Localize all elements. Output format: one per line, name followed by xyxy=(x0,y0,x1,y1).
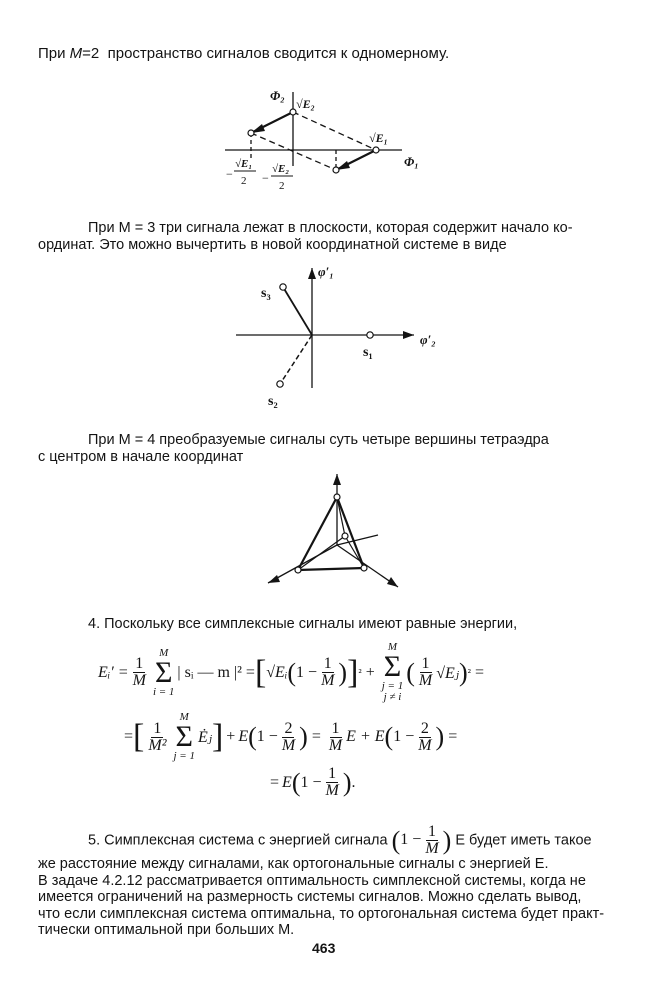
eq-sum-j: M Σ j = 1 j ≠ i xyxy=(381,641,404,703)
intro-text: пространство сигналов сводится к одномерному. xyxy=(107,45,450,62)
eq-frac-2-M-b: $\frac{2}{M}$ xyxy=(418,719,432,754)
eq-lhs: Eᵢ′ = xyxy=(98,663,129,681)
fig3-arrow-left xyxy=(268,575,280,583)
p5-frac-1-M: $\frac{1}{M}$ xyxy=(425,823,439,857)
fig1-label-sqrtE1: √E₁ xyxy=(369,131,388,145)
p5-tail: E будет иметь такое xyxy=(455,832,592,849)
paragraph-5-lead: 5. Симплексная система с энергией сигнала ( 1 − $\frac{1}{M}$ ) E будет иметь такое xyxy=(88,823,592,857)
paragraph-m3-line1: При M = 3 три сигнала лежат в плоскости, которая содержит начало ко- xyxy=(88,220,573,236)
equation-line-1: Eᵢ′ = $\frac{1}{M}$ M Σ i = 1 | sᵢ — m |² = [ √Eᵢ ( 1 − $\frac{1}{M}$ ) ] ² + M Σ j = 1 j ≠ i ( $\frac{1}{M}$ √Eⱼ ) ² = xyxy=(98,641,485,703)
p5-line4: что если симплексная система оптимальна, то ортогональная система будет практ- xyxy=(38,905,605,922)
paragraph-5-body xyxy=(38,856,610,939)
eq-sq-2: ² xyxy=(467,666,471,679)
eq-frac-1-M-e: $\frac{1}{M}$ xyxy=(325,765,339,799)
fig1-negE2-den: 2 xyxy=(279,180,285,192)
fig2-label-s1: s₁ xyxy=(363,345,373,360)
intro-var: M xyxy=(69,45,83,62)
fig1-axis-x-label: Φ₁ xyxy=(404,154,419,169)
fig1-negE1-den: 2 xyxy=(241,175,247,187)
fig3-ray-left xyxy=(268,545,337,583)
fig3-ray-right xyxy=(337,545,398,587)
eq-frac-1-M-c: $\frac{1}{M}$ xyxy=(418,655,433,689)
eq-E-plus-E: E + E xyxy=(346,728,385,745)
paragraph-m4-line1: При M = 4 преобразуемые сигналы суть четыре вершины тетраэдра xyxy=(88,432,549,448)
fig1-minus-1: − xyxy=(226,167,233,181)
eq-frac-1-M-d: $\frac{1}{M}$ xyxy=(328,719,343,754)
fig3-vertex-top xyxy=(334,494,340,500)
fig3-edge-bottom xyxy=(298,568,364,570)
equation-line-3: = E ( 1 − $\frac{1}{M}$ ) . xyxy=(270,765,356,799)
eq-abs: | sᵢ — m |² = xyxy=(177,663,255,681)
fig1-negE2-num: √E₂ xyxy=(272,163,290,175)
fig2-axis-y-label: φ′₁ xyxy=(318,264,334,279)
paragraph-m4-line2: с центром в начале координат xyxy=(38,448,244,465)
equation-line-2: = [ $\frac{1}{\text{M²}}$ M Σ j = 1 Ėⱼ ] + E ( 1 − $\frac{2}{M}$ ) = $\frac{1}{M}$ E + E ( 1 − $\frac{2}{M}$ ) = xyxy=(124,711,458,762)
p5-line5: тически оптимальной при больших M. xyxy=(38,922,295,938)
fig3-edge-top-right xyxy=(337,497,364,568)
intro-lead: При xyxy=(38,45,70,62)
fig2-label-s3: s₃ xyxy=(261,286,271,301)
eq-frac-1-M: $\frac{1}{M}$ xyxy=(132,655,146,689)
fig3-arrow-right xyxy=(387,577,398,587)
eq-frac-2-M: $\frac{2}{M}$ xyxy=(281,719,296,754)
eq-sqrtEi: √Eᵢ xyxy=(266,663,288,681)
p5-line1: же расстояние между сигналами, как ортогональные сигналы с энергией E. xyxy=(38,856,549,872)
eq-frac-1-M2: $\frac{1}{\text{M²}}$ xyxy=(148,719,167,754)
eq-sum-i: M Σ i = 1 xyxy=(152,646,175,698)
page-number: 463 xyxy=(312,940,336,956)
fig3-edge-back-left xyxy=(298,536,345,570)
fig2-label-s2: s₂ xyxy=(268,394,278,409)
intro-eq: =2 xyxy=(82,45,100,62)
fig3-vertex-left xyxy=(295,567,301,573)
eq-Ej: Ėⱼ xyxy=(197,729,212,746)
fig3-edge-top-left xyxy=(298,497,337,570)
paragraph-4: 4. Поскольку все симплексные сигналы имеют равные энергии, xyxy=(88,616,518,632)
fig3-arrow-top xyxy=(333,474,341,485)
eq-sum-j-2: M Σ j = 1 xyxy=(173,711,195,762)
p5-line2: В задаче 4.2.12 рассматривается оптимальность симплексной системы, когда не xyxy=(38,872,586,889)
p5-lead: 5. Симплексная система с энергией сигнала xyxy=(88,832,388,849)
eq-sqrtEj: √Eⱼ xyxy=(436,664,459,682)
fig1-axis-y-label: Φ₂ xyxy=(270,88,285,103)
paragraph-m3-line2: ординат. Это можно вычертить в новой координатной системе в виде xyxy=(38,236,507,253)
fig3-vertex-right xyxy=(361,565,367,571)
p5-line3: имеется ограничений на размерность системы сигналов. Можно сделать вывод, xyxy=(38,889,582,905)
fig3-vertex-back xyxy=(342,533,348,539)
fig1-minus-2: − xyxy=(262,171,269,185)
eq-frac-1-M-b: $\frac{1}{M}$ xyxy=(321,655,335,689)
fig1-negE1-num: √E₁ xyxy=(235,158,253,170)
fig2-axis-x-label: φ′₂ xyxy=(420,332,436,347)
eq-sq-1: ² xyxy=(358,666,362,679)
fig1-label-sqrtE2: √E₂ xyxy=(296,97,315,111)
